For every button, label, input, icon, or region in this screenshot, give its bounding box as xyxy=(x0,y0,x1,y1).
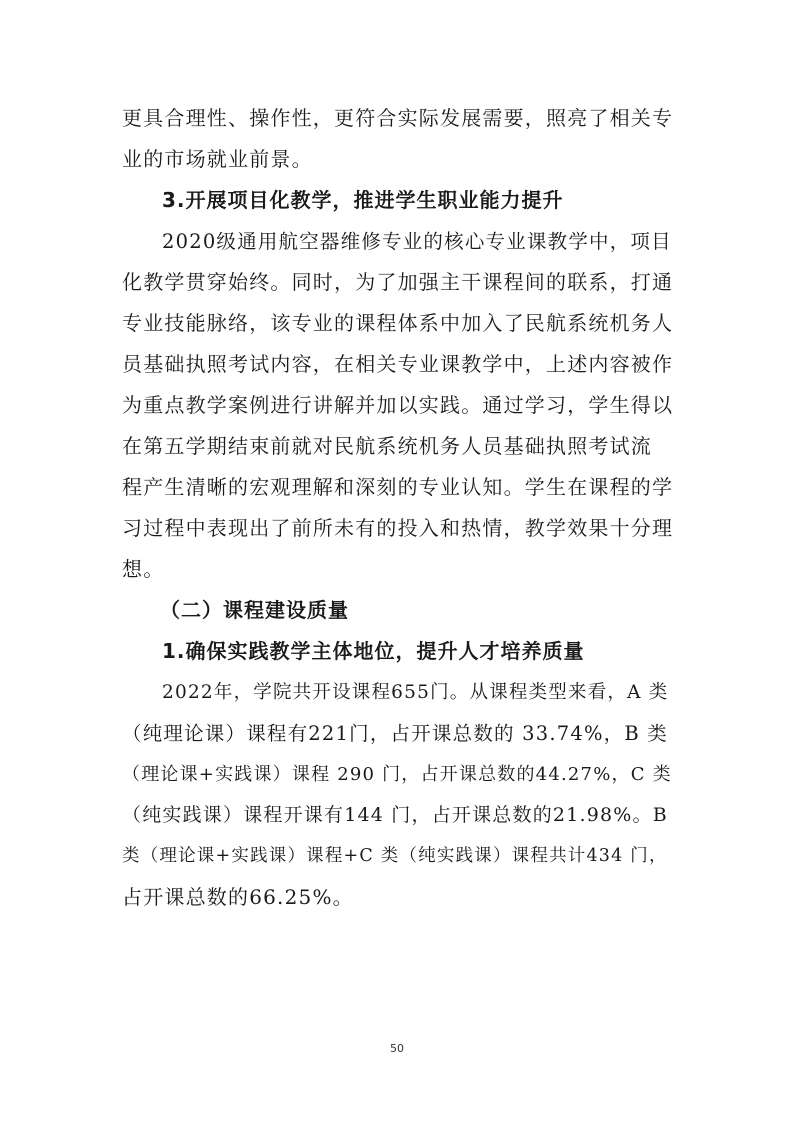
text-line: （纯实践课）课程开课有144 门，占开课总数的21.98%。B xyxy=(122,804,668,826)
text-line: 占开课总数的66.25%。 xyxy=(122,885,354,909)
paragraph-continued xyxy=(122,98,674,180)
text-line: 为重点教学案例进行讲解并加以实践。通过学习，学生得以 xyxy=(122,393,674,417)
document-body xyxy=(122,98,674,918)
text-line: 2020级通用航空器维修专业的核心专业课教学中，项目 xyxy=(162,230,672,253)
paragraph-course-statistics xyxy=(122,672,674,918)
text-line: 类（理论课+实践课）课程+C 类（纯实践课）课程共计434 门， xyxy=(122,846,668,866)
paragraph-project-teaching xyxy=(122,221,674,590)
section-heading-course-quality: （二）课程建设质量 xyxy=(160,598,349,622)
text-line: 程产生清晰的宏观理解和深刻的专业认知。学生在课程的学 xyxy=(122,475,674,499)
section-heading-project-teaching: 3.开展项目化教学，推进学生职业能力提升 xyxy=(162,188,564,212)
text-line: （理论课+实践课）课程 290 门，占开课总数的44.27%，C 类 xyxy=(122,764,672,785)
text-line: 更具合理性、操作性，更符合实际发展需要，照亮了相关专 xyxy=(122,106,674,130)
text-line: （纯理论课）课程有221门，占开课总数的 33.74%，B 类 xyxy=(122,722,668,745)
text-line: 习过程中表现出了前所未有的投入和热情，教学效果十分理 xyxy=(122,516,674,540)
text-line: 想。 xyxy=(122,557,165,581)
text-line: 专业技能脉络，该专业的课程体系中加入了民航系统机务人 xyxy=(122,311,674,335)
text-line: 员基础执照考试内容，在相关专业课教学中，上述内容被作 xyxy=(122,352,674,376)
text-line: 化教学贯穿始终。同时，为了加强主干课程间的联系，打通 xyxy=(122,270,674,294)
page-number: 50 xyxy=(390,1042,404,1055)
text-line: 在第五学期结束前就对民航系统机务人员基础执照考试流 xyxy=(122,434,652,458)
text-line: 业的市场就业前景。 xyxy=(122,147,313,171)
section-heading-practice-teaching: 1.确保实践教学主体地位，提升人才培养质量 xyxy=(162,639,585,663)
text-line: 2022年，学院共开设课程655门。从课程类型来看，A 类 xyxy=(162,682,669,703)
